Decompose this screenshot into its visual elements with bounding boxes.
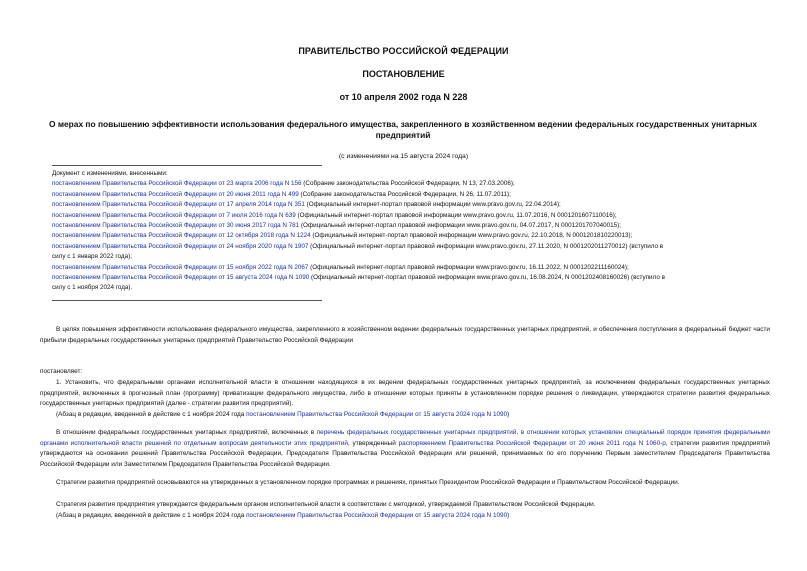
clause-1-note: (Абзац в редакции, введенной в действие с 1 ноября 2024 года постановлением Правительства Российской Федерации от 15 августа 2024 года N 1090) [56, 410, 510, 418]
amendment-item [52, 242, 772, 252]
amendment-item [52, 190, 772, 200]
amendment-source: (Официальный интернет-портал правовой информации www.pravo.gov.ru, 27.11.2020, N 0001202011270012) (вступило в [308, 242, 664, 250]
preamble-paragraph: В целях повышения эффективности использования федерального имущества, закрепленного в хозяйственном ведении федеральных государственных унитарных предприятий, и обеспечения поступления в федеральный бюджет части прибыли федеральных государственных унитарных предприятий Правительство Российской Федерации [40, 326, 770, 344]
amendment-item [52, 263, 772, 273]
amendment-source: (Официальный интернет-портал правовой информации www.pravo.gov.ru, 11.07.2016, N 0001201607110016); [295, 211, 617, 219]
amendment-link[interactable]: постановлением Правительства Российской Федерации от 20 июня 2011 года N 499 [52, 190, 299, 198]
government-heading: ПРАВИТЕЛЬСТВО РОССИЙСКОЙ ФЕДЕРАЦИИ [298, 46, 509, 56]
clause-1-paragraph-3: Стратегии развития предприятий основываются на утвержденных в установленном порядке программах и решениях, принятых Президентом Российской Федерации и Правительством Российской Федерации. [56, 479, 680, 486]
amendment-link[interactable]: постановлением Правительства Российской Федерации от 17 апреля 2014 года N 351 [52, 201, 305, 209]
amendment-link[interactable]: постановлением Правительства Российской Федерации от 30 июня 2017 года N 781 [52, 222, 300, 230]
paragraph-4-note-link[interactable]: постановлением Правительства Российской Федерации от 15 августа 2024 года N 1090 [246, 511, 508, 519]
amendment-link[interactable]: постановлением Правительства Российской Федерации от 23 марта 2006 года N 156 [52, 180, 302, 188]
clause-1-note-link[interactable]: постановлением Правительства Российской Федерации от 15 августа 2024 года N 1090 [246, 410, 508, 418]
amendment-link[interactable]: постановлением Правительства Российской Федерации от 15 ноября 2022 года N 2067 [52, 263, 309, 271]
clause-1: 1. Установить, что федеральными органами исполнительной власти в отношении находящихся в их ведении федеральных государственных унитарных предприятий, за исключением федеральных государственных унитарных предприятий, включенных в прогнозный план (программу) приватизации федерального имущества, либо в отношении которых приняты в установленном порядке решения о ликвидации, утверждаются стратегии развития федеральных государственных унитарных предприятий (далее - стратегии развития предприятий). (Абзац в редакции, введенной в действие с 1 ноября 2024 года постановлением Правительства Российской Федерации от 15 августа 2024 года N 1090) [40, 378, 770, 420]
amendment-item [52, 179, 772, 189]
divider-bottom [52, 300, 322, 301]
document-title: О мерах по повышению эффективности использования федерального имущества, закрепленного в хозяйственном ведении федеральных государственных унитарных предприятий [48, 119, 757, 140]
clause-1-paragraph-4-note: (Абзац в редакции, введенной в действие с 1 ноября 2024 года постановлением Правительства Российской Федерации от 15 августа 2024 года N 1090) [56, 511, 510, 519]
amendment-item [52, 221, 772, 231]
amendments-list [52, 169, 772, 294]
amendment-link[interactable]: постановлением Правительства Российской Федерации от 7 июля 2016 года N 639 [52, 211, 296, 219]
clause-1-paragraph-2: В отношении федеральных государственных унитарных предприятий, включенных в перечень федеральных государственных унитарных предприятий, в отношении которых установлен специальный порядок принятия федеральными органами исполнительной власти решений по отдельным вопросам деятельности этих предприятий, утвержденный распоряжением Правительства Российской Федерации от 20 июня 2011 года N 1060-р, стратегии развития предприятий утверждаются на основании решений Правительства Российской Федерации, Председателя Правительства Российской Федерации или решений, принимаемых по его поручению Первым заместителем Председателя Правительства Российской Федерации или Заместителем Председателя Правительства Российской Федерации. [40, 429, 771, 468]
amendment-source: (Официальный интернет-портал правовой информации www.pravo.gov.ru, 22.04.2014); [304, 201, 561, 209]
amendment-source: (Официальный интернет-портал правовой информации www.pravo.gov.ru, 16.08.2024, N 0001202408160026) (вступило в [309, 274, 665, 282]
amendment-link[interactable]: постановлением Правительства Российской Федерации от 12 октября 2018 года N 1224 [52, 232, 311, 240]
amendments-intro: Документ с изменениями, внесенными: [52, 170, 168, 177]
amendment-item [52, 273, 772, 283]
decrees-word: постановляет: [40, 368, 83, 375]
amendment-source: (Официальный интернет-портал правовой информации www.pravo.gov.ru, 16.11.2022, N 0001202211160024); [308, 263, 629, 271]
amendment-source: (Официальный интернет-портал правовой информации www.pravo.gov.ru, 04.07.2017, N 0001201707040015); [299, 222, 621, 230]
clause-1-paragraph-4: Стратегия развития предприятия утверждается федеральным органом исполнительной власти в соответствии с методикой, утверждаемой Правительством Российской Федерации. (Абзац в редакции, введенной в действие с 1 ноября 2024 года постановлением Правительства Российской Федерации от 15 августа 2024 года N 1090) [40, 500, 770, 521]
amendment-source: (Официальный интернет-портал правовой информации www.pravo.gov.ru, 22.10.2018, N 0001201810220013); [310, 232, 633, 240]
amendment-source: (Собрание законодательства Российской Федерации, N 13, 27.03.2006); [301, 180, 515, 188]
amendment-link[interactable]: постановлением Правительства Российской Федерации от 24 ноября 2020 года N 1907 [52, 242, 309, 250]
document-revision-note: (с изменениями на 15 августа 2024 года) [338, 153, 469, 160]
amendment-continuation: силу с 1 января 2022 года); [52, 253, 132, 261]
amendment-item [52, 211, 772, 221]
amendment-source: (Собрание законодательства Российской Федерации, N 26, 11.07.2011); [298, 190, 511, 198]
amendment-item [52, 200, 772, 210]
amendment-item [52, 231, 772, 241]
document-type-heading: ПОСТАНОВЛЕНИЕ [362, 69, 445, 79]
order-1060-link[interactable]: распоряжением Правительства Российской Федерации от 20 июня 2011 года N 1060-р [398, 439, 666, 447]
document-date: от 10 апреля 2002 года N 228 [339, 92, 468, 102]
divider-top [52, 165, 322, 166]
amendment-continuation: силу с 1 ноября 2024 года). [52, 284, 133, 292]
amendment-link[interactable]: постановлением Правительства Российской Федерации от 15 августа 2024 года N 1090 [52, 274, 310, 282]
enterprises-list-link[interactable]: перечень федеральных государственных унитарных предприятий, в отношении которых установлен специальный порядок принятия федеральными органами исполнительной власти решений по отдельным вопросам деятельности этих предприятий [40, 429, 770, 447]
